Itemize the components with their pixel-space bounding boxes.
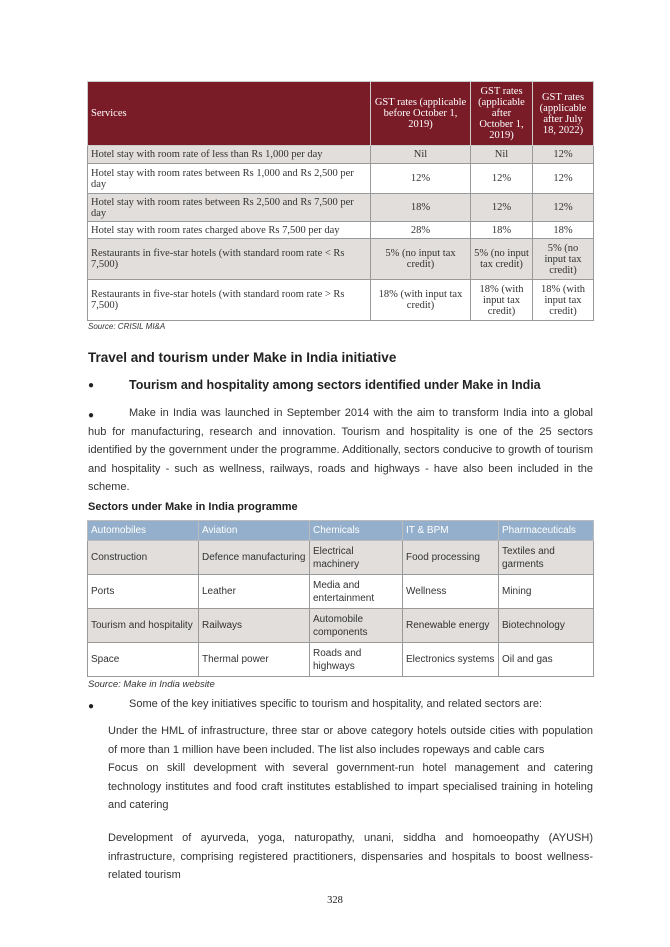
cell: Hotel stay with room rate of less than Rs 1,000 per day bbox=[88, 146, 371, 164]
header-cell: Aviation bbox=[199, 521, 310, 541]
cell: Restaurants in five-star hotels (with standard room rate > Rs 7,500) bbox=[88, 280, 371, 321]
cell: Media and entertainment bbox=[310, 575, 403, 609]
table-row bbox=[88, 575, 594, 609]
paragraph: Make in India was launched in September 2014 with the aim to transform India into a global hub for manufacturing, research and innovation. Tourism and hospitality is one of the 25 sectors identified by the government under the programme. Additionally, sectors conducive to growth of tourism and hospitality - such as wellness, railways, roads and highways - have also been included in the scheme. bbox=[88, 407, 593, 493]
cell: Electrical machinery bbox=[310, 541, 403, 575]
cell: 5% (no input tax credit) bbox=[533, 239, 594, 280]
cell: 12% bbox=[371, 164, 471, 194]
sectors-table bbox=[87, 520, 594, 677]
bullet-icon: ● bbox=[88, 701, 95, 712]
bullet-icon: ● bbox=[88, 410, 95, 421]
cell: Automobile components bbox=[310, 609, 403, 643]
bullet-heading: Tourism and hospitality among sectors identified under Make in India bbox=[129, 378, 541, 392]
table-row bbox=[88, 222, 594, 239]
cell: 28% bbox=[371, 222, 471, 239]
cell: 5% (no input tax credit) bbox=[371, 239, 471, 280]
table-row bbox=[88, 164, 594, 194]
cell: 18% (with input tax credit) bbox=[533, 280, 594, 321]
initiative-item: Under the HML of infrastructure, three star or above category hotels outside cities with population of more than 1 million have been included. The list also includes ropeways and cable cars bbox=[108, 725, 593, 756]
cell: Tourism and hospitality bbox=[88, 609, 199, 643]
cell: Defence manufacturing bbox=[199, 541, 310, 575]
header-cell: Chemicals bbox=[310, 521, 403, 541]
cell: 12% bbox=[533, 194, 594, 222]
header-cell: GST rates (applicable after October 1, 2019) bbox=[471, 82, 533, 146]
cell: Oil and gas bbox=[499, 643, 594, 677]
cell: Ports bbox=[88, 575, 199, 609]
header-cell: GST rates (applicable after July 18, 2022) bbox=[533, 82, 594, 146]
cell: 18% (with input tax credit) bbox=[371, 280, 471, 321]
cell: Construction bbox=[88, 541, 199, 575]
cell: 18% bbox=[371, 194, 471, 222]
section-heading: Travel and tourism under Make in India initiative bbox=[88, 350, 397, 365]
table-header-row bbox=[88, 82, 594, 146]
cell: Space bbox=[88, 643, 199, 677]
cell: 18% (with input tax credit) bbox=[471, 280, 533, 321]
table-header-row bbox=[88, 521, 594, 541]
header-cell: IT & BPM bbox=[403, 521, 499, 541]
cell: Electronics systems bbox=[403, 643, 499, 677]
cell: Mining bbox=[499, 575, 594, 609]
gst-rates-table bbox=[87, 81, 594, 321]
table-source: Source: Make in India website bbox=[88, 679, 215, 690]
cell: Food processing bbox=[403, 541, 499, 575]
table-row bbox=[88, 609, 594, 643]
cell: Railways bbox=[199, 609, 310, 643]
table-source: Source: CRISIL MI&A bbox=[88, 322, 166, 331]
cell: 18% bbox=[533, 222, 594, 239]
header-cell: GST rates (applicable before October 1, 2019) bbox=[371, 82, 471, 146]
cell: Hotel stay with room rates between Rs 2,500 and Rs 7,500 per day bbox=[88, 194, 371, 222]
bullet-icon: ● bbox=[88, 380, 95, 391]
cell: 18% bbox=[471, 222, 533, 239]
paragraph: Some of the key initiatives specific to tourism and hospitality, and related sectors are: bbox=[129, 698, 543, 710]
cell: Thermal power bbox=[199, 643, 310, 677]
cell: 12% bbox=[533, 146, 594, 164]
cell: 12% bbox=[471, 194, 533, 222]
cell: Biotechnology bbox=[499, 609, 594, 643]
cell: Hotel stay with room rates charged above Rs 7,500 per day bbox=[88, 222, 371, 239]
cell: 12% bbox=[533, 164, 594, 194]
cell: Leather bbox=[199, 575, 310, 609]
cell: Textiles and garments bbox=[499, 541, 594, 575]
cell: Restaurants in five-star hotels (with standard room rate < Rs 7,500) bbox=[88, 239, 371, 280]
table-row bbox=[88, 280, 594, 321]
initiative-item: Focus on skill development with several government-run hotel management and catering technology institutes and food craft institutes established to impart specialised training in hoteling and catering bbox=[108, 762, 593, 811]
page-number: 328 bbox=[327, 895, 343, 906]
cell: Hotel stay with room rates between Rs 1,000 and Rs 2,500 per day bbox=[88, 164, 371, 194]
table-row bbox=[88, 239, 594, 280]
table-row bbox=[88, 146, 594, 164]
cell: Wellness bbox=[403, 575, 499, 609]
table-row bbox=[88, 643, 594, 677]
cell: Renewable energy bbox=[403, 609, 499, 643]
cell: 5% (no input tax credit) bbox=[471, 239, 533, 280]
cell: 12% bbox=[471, 164, 533, 194]
table-title: Sectors under Make in India programme bbox=[88, 501, 298, 513]
cell: Nil bbox=[471, 146, 533, 164]
cell: Roads and highways bbox=[310, 643, 403, 677]
header-cell: Services bbox=[88, 82, 371, 146]
table-row bbox=[88, 194, 594, 222]
header-cell: Pharmaceuticals bbox=[499, 521, 594, 541]
initiative-item: Development of ayurveda, yoga, naturopathy, unani, siddha and homoeopathy (AYUSH) infrastructure, comprising registered practitioners, dispensaries and hospitals to boost wellness-related tourism bbox=[108, 832, 593, 881]
header-cell: Automobiles bbox=[88, 521, 199, 541]
table-row bbox=[88, 541, 594, 575]
cell: Nil bbox=[371, 146, 471, 164]
